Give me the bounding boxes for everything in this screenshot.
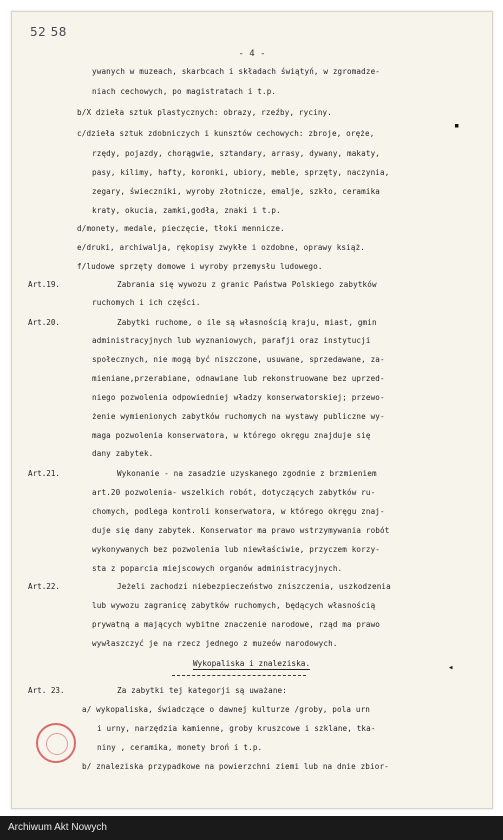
text-line: niny , ceramika, monety broń i t.p. [97, 743, 263, 752]
text-line: prywatną a mających wybitne znaczenie narodowe, rząd ma prawo [92, 620, 381, 629]
text-line: kraty, okucia, zamki,godła, znaki i t.p. [92, 206, 281, 215]
article-label: Art.19. [28, 280, 61, 289]
article-label: Art.20. [28, 318, 61, 327]
text-line: chomych, podlega kontroli konserwatora, w którego okręgu znaj- [92, 507, 385, 516]
text-line: b/ znaleziska przypadkowe na powierzchni ziemi lub na dnie zbior- [82, 762, 389, 771]
heading-underline [172, 675, 306, 676]
text-line: a/ wykopaliska, świadczące o dawnej kulturze /groby, pola urn [82, 705, 371, 714]
text-line: pasy, kilimy, hafty, koronki, ubiory, meble, sprzęty, naczynia, [92, 168, 390, 177]
archive-stamp [36, 723, 76, 763]
margin-mark: ▪ [454, 121, 460, 131]
text-line: rzędy, pojazdy, chorągwie, sztandary, arrasy, dywany, makaty, [92, 149, 381, 158]
text-line: wykonywanych bez pozwolenia lub niewłaściwie, przyczem korzy- [92, 545, 381, 554]
archive-footer: Archiwum Akt Nowych [0, 816, 503, 840]
archive-stamp-center [46, 733, 68, 755]
text-line: niach cechowych, po magistratach i t.p. [92, 87, 277, 96]
text-line: duje się dany zabytek. Konserwator ma prawo wstrzymywania robót [92, 526, 390, 535]
text-line: społecznych, nie mogą być niszczone, usuwane, sprzedawane, za- [92, 355, 385, 364]
text-line: i urny, narzędzia kamienne, groby kruszcowe i szklane, tka- [97, 724, 376, 733]
text-line: Zabytki ruchome, o ile są własnością kraju, miast, gmin [117, 318, 377, 327]
text-line: lub wywozu zagranicę zabytków ruchomych, będących własnością [92, 601, 376, 610]
section-heading-text: Wykopaliska i znaleziska. [192, 659, 311, 668]
margin-mark: ◂ [448, 663, 454, 673]
text-line: d/monety, medale, pieczęcie, tłoki mennicze. [77, 224, 285, 233]
page-number: - 4 - [238, 49, 266, 59]
section-heading [0, 659, 503, 668]
text-line: art.20 pozwolenia- wszelkich robót, dotyczących zabytków ru- [92, 488, 376, 497]
text-line: ruchomych i ich części. [92, 298, 201, 307]
text-line: Zabrania się wywozu z granic Państwa Polskiego zabytków [117, 280, 377, 289]
text-line: f/ludowe sprzęty domowe i wyroby przemysłu ludowego. [77, 262, 323, 271]
text-line: c/dzieła sztuk zdobniczych i kunsztów cechowych: zbroje, oręże, [77, 129, 375, 138]
text-line: niego pozwolenia odpowiedniej władzy konserwatorskiej; przewo- [92, 393, 385, 402]
article-label: Art.21. [28, 469, 61, 478]
text-line: zegary, świeczniki, wyroby złotnicze, emalje, szkło, ceramika [92, 187, 381, 196]
text-line: e/druki, archiwalja, rękopisy zwykłe i ozdobne, oprawy książ. [77, 243, 366, 252]
text-line: b/X dzieła sztuk plastycznych: obrazy, rzeźby, ryciny. [77, 108, 332, 117]
archive-signature-number: 52 58 [30, 25, 67, 39]
text-line: Wykonanie - na zasadzie uzyskanego zgodnie z brzmieniem [117, 469, 377, 478]
text-line: żenie wymienionych zabytków ruchomych na wystawy publiczne wy- [92, 412, 385, 421]
text-line: dany zabytek. [92, 449, 154, 458]
text-line: sta z poparcia miejscowych organów administracyjnych. [92, 564, 343, 573]
text-line: mieniane,przerabiane, odnawiane lub rekonstruowane bez uprzed- [92, 374, 385, 383]
text-line: ywanych w muzeach, skarbcach i składach świątyń, w zgromadze- [92, 67, 381, 76]
text-line: Jeżeli zachodzi niebezpieczeństwo zniszczenia, uszkodzenia [117, 582, 391, 591]
article-label: Art.22. [28, 582, 61, 591]
text-line: administracyjnych lub wyznaniowych, parafji oraz instytucji [92, 336, 371, 345]
text-line: Za zabytki tej kategorji są uważane: [117, 686, 287, 695]
text-line: wywłaszczyć je na rzecz jednego z muzeów narodowych. [92, 639, 338, 648]
text-line: maga pozwolenia konserwatora, w którego okręgu znajduje się [92, 431, 371, 440]
article-label: Art. 23. [28, 686, 65, 695]
